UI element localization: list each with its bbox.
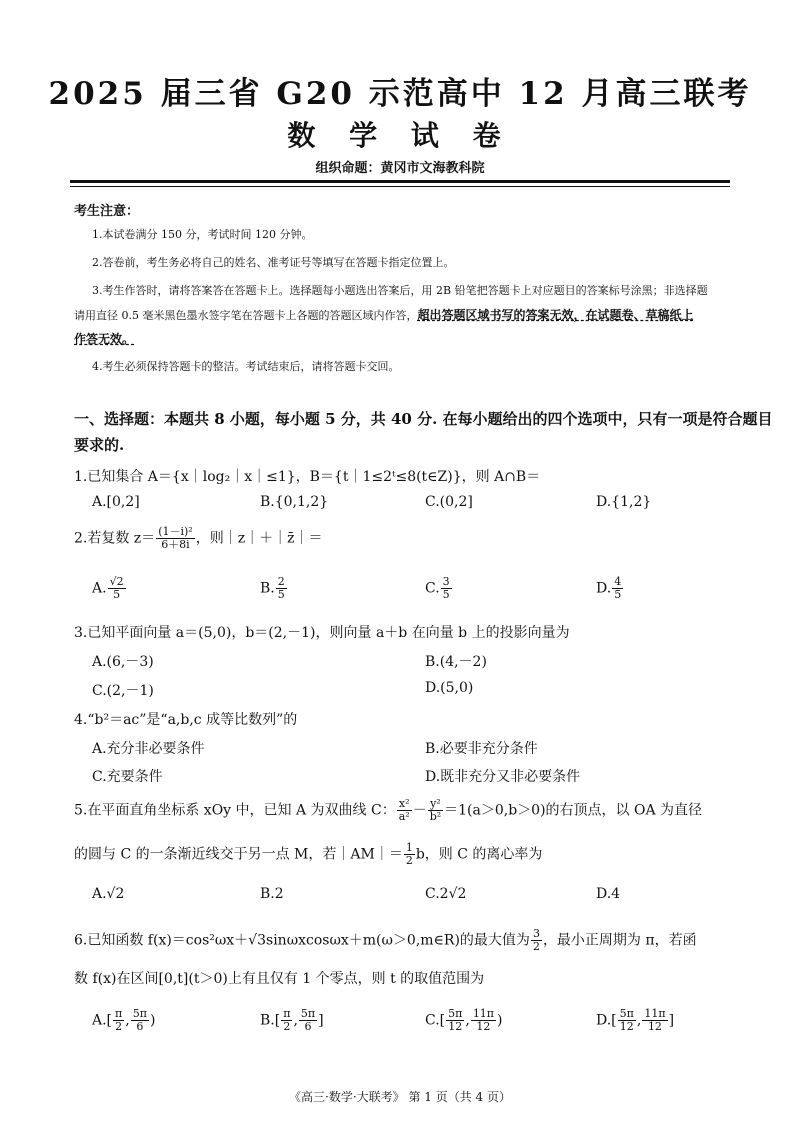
question-6-stem-cont: 数 f(x)在区间[0,t](t＞0)上有且仅有 1 个零点，则 t 的取值范围为 xyxy=(74,971,485,987)
q5-frac-x xyxy=(397,798,412,823)
question-3-stem: 3.已知平面向量 a＝(5,0)，b＝(2,－1)，则向量 a＋b 在向量 b 上的投影向量为 xyxy=(74,625,570,641)
notice-item-3c-bold: 超出答题区域书写的答案无效，在试题卷、草稿纸上 xyxy=(417,308,694,322)
q6-b-d1: 2 xyxy=(283,1020,291,1034)
q2-tail: ，则｜z｜＋｜z̄｜＝ xyxy=(195,530,323,547)
question-6-option-d xyxy=(596,1008,674,1033)
notice-item-3b-text: 请用直径 0.5 毫米黑色墨水签字笔在答题卡上各题的答题区域内作答， xyxy=(74,309,418,322)
question-3-option-b: B.(4,－2) xyxy=(425,654,487,670)
question-5-option-b: B.2 xyxy=(260,886,284,902)
q5-frac-y xyxy=(428,798,443,823)
q5-line2-lead: 的圆与 C 的一条渐近线交于另一点 M，若｜AM｜＝ xyxy=(74,846,403,863)
exam-subject: 数 学 试 卷 xyxy=(287,119,513,152)
q5-minus: － xyxy=(412,802,427,819)
section-1-heading-cont: 要求的. xyxy=(74,436,125,454)
q6-c-end: ) xyxy=(497,1012,503,1029)
q6-b-frac1 xyxy=(281,1008,292,1033)
question-4-option-b: B.必要非充分条件 xyxy=(425,741,538,757)
question-5-stem-cont xyxy=(74,842,542,867)
q6-max-den: 2 xyxy=(532,940,540,954)
notice-heading: 考生注意： xyxy=(74,204,140,219)
q6-d-frac2 xyxy=(642,1008,667,1033)
q6-lead: 6.已知函数 f(x)＝cos²ωx＋√3sinωxcosωx＋m(ω＞0,m∈R)的最大值为 xyxy=(74,932,530,949)
question-6-option-a xyxy=(92,1008,155,1033)
notice-item-2: 2.答卷前，考生务必将自己的姓名、准考证号等填写在答题卡指定位置上。 xyxy=(92,256,455,269)
q6-c-frac2 xyxy=(471,1008,496,1033)
q6-d-n1: 5π xyxy=(619,1007,634,1020)
question-1-option-c: C.(0,2] xyxy=(425,494,473,510)
q6-a-frac2 xyxy=(131,1008,149,1033)
q6-a-n1: π xyxy=(115,1007,123,1020)
q6-c-d2: 12 xyxy=(476,1020,491,1034)
q5-tail: ＝1(a＞0,b＞0)的右顶点，以 OA 为直径 xyxy=(444,802,703,819)
q2-a-frac xyxy=(108,576,126,601)
question-1-option-d: D.{1,2} xyxy=(596,494,652,510)
q2-b-label: B. xyxy=(260,580,275,597)
q6-c-label: C.[ xyxy=(425,1012,446,1029)
question-6-option-c xyxy=(425,1008,503,1033)
q6-a-n2: 5π xyxy=(132,1007,147,1020)
exam-title: 2025 届三省 G20 示范高中 12 月高三联考 xyxy=(48,76,752,112)
q2-lead: 2.若复数 z＝ xyxy=(74,530,156,547)
q6-d-n2: 11π xyxy=(644,1007,666,1020)
question-3-option-d: D.(5,0) xyxy=(425,680,474,696)
q6-c-n1: 5π xyxy=(448,1007,463,1020)
q2-c-den: 5 xyxy=(442,588,450,602)
notice-item-3d-bold: 作答无效。 xyxy=(74,332,135,346)
question-4-option-a: A.充分非必要条件 xyxy=(92,741,205,757)
q5-lead: 5.在平面直角坐标系 xOy 中，已知 A 为双曲线 C： xyxy=(74,802,396,819)
q6-b-n2: 5π xyxy=(300,1007,316,1020)
q6-b-frac2 xyxy=(299,1008,317,1033)
q6-d-end: ] xyxy=(668,1012,675,1029)
question-4-stem: 4.“b²＝ac”是“a,b,c 成等比数列”的 xyxy=(74,712,298,728)
q2-c-frac xyxy=(441,576,452,601)
q6-d-frac1 xyxy=(618,1008,636,1033)
q6-d-d2: 12 xyxy=(647,1020,662,1034)
q5-half-num: 1 xyxy=(405,841,413,854)
q2-a-label: A. xyxy=(92,580,107,597)
q2-d-label: D. xyxy=(596,580,612,597)
q6-max-num: 3 xyxy=(532,927,540,940)
page-footer: 《高三·数学·大联考》 第 1 页（共 4 页） xyxy=(289,1090,511,1104)
exam-organizer: 组织命题：黄冈市文海教科院 xyxy=(315,161,485,176)
question-6-stem xyxy=(74,928,697,953)
question-2-option-c xyxy=(425,576,453,601)
question-5-stem xyxy=(74,798,702,823)
notice-item-3a: 3.考生作答时，请将答案答在答题卡上。选择题每小题选出答案后，用 2B 铅笔把答题卡上对应题目的答案标号涂黑；非选择题 xyxy=(92,284,708,297)
q5-half-den: 2 xyxy=(405,854,413,868)
q6-b-end: ] xyxy=(318,1012,324,1029)
notice-item-3d xyxy=(74,330,134,347)
q2-b-frac xyxy=(276,576,287,601)
q2-numerator: (1－i)² xyxy=(158,525,193,538)
question-6-option-b xyxy=(260,1008,324,1033)
q6-b-label: B.[ xyxy=(260,1012,281,1029)
q6-max-frac xyxy=(531,928,542,953)
q2-b-num: 2 xyxy=(277,575,285,588)
question-2-option-d xyxy=(596,576,624,601)
header-rule-thin xyxy=(70,186,730,187)
q5-f1-den: a² xyxy=(398,810,410,824)
question-2-option-b xyxy=(260,576,288,601)
header-rule-thick xyxy=(70,180,730,183)
q6-c-d1: 12 xyxy=(448,1020,463,1034)
section-1-heading: 一、选择题：本题共 8 小题，每小题 5 分，共 40 分. 在每小题给出的四个选项中，只有一项是符合题目 xyxy=(74,410,773,428)
q2-fraction xyxy=(156,526,195,551)
q6-d-comma: , xyxy=(636,1012,642,1029)
notice-item-3b xyxy=(74,306,694,323)
question-5-option-c: C.2√2 xyxy=(425,886,467,902)
q5-f1-num: x² xyxy=(397,798,412,811)
question-2-option-a xyxy=(92,576,127,601)
q6-b-d2: 6 xyxy=(304,1020,312,1034)
q5-half-frac xyxy=(404,842,415,867)
question-3-option-a: A.(6,－3) xyxy=(92,654,154,670)
question-1-option-a: A.[0,2] xyxy=(92,494,140,510)
q2-c-label: C. xyxy=(425,580,440,597)
q6-a-frac1 xyxy=(113,1008,124,1033)
q2-a-num: √2 xyxy=(109,575,124,588)
q6-c-comma: , xyxy=(465,1012,470,1029)
q6-a-end: ) xyxy=(149,1012,156,1029)
q6-c-frac1 xyxy=(446,1008,464,1033)
q2-denominator: 6＋8i xyxy=(161,538,190,552)
question-1-option-b: B.{0,1,2} xyxy=(260,494,329,510)
notice-item-4: 4.考生必须保持答题卡的整洁。考试结束后，请将答题卡交回。 xyxy=(92,360,400,373)
notice-item-1: 1.本试卷满分 150 分，考试时间 120 分钟。 xyxy=(92,228,313,241)
question-5-option-d: D.4 xyxy=(596,886,621,902)
question-3-option-c: C.(2,－1) xyxy=(92,683,154,699)
question-5-option-a: A.√2 xyxy=(92,886,125,902)
question-2-stem xyxy=(74,526,322,551)
q2-b-den: 5 xyxy=(277,588,285,602)
q6-a-d1: 2 xyxy=(115,1020,123,1034)
q6-a-d2: 6 xyxy=(136,1020,144,1034)
question-4-option-d: D.既非充分又非必要条件 xyxy=(425,769,581,785)
q2-d-den: 5 xyxy=(614,588,622,602)
q6-tail: ，最小正周期为 π，若函 xyxy=(542,932,697,949)
q5-f2-num: y² xyxy=(428,798,443,811)
q2-d-frac xyxy=(612,576,623,601)
q5-f2-den: b² xyxy=(429,810,442,824)
q6-b-comma: , xyxy=(293,1012,298,1029)
q6-c-n2: 11π xyxy=(472,1007,495,1020)
q2-a-den: 5 xyxy=(113,588,121,602)
q5-line2-tail: b，则 C 的离心率为 xyxy=(415,846,543,863)
q6-d-d1: 12 xyxy=(619,1020,634,1034)
question-4-option-c: C.充要条件 xyxy=(92,769,163,785)
q2-c-num: 3 xyxy=(442,575,450,588)
q6-a-label: A.[ xyxy=(92,1012,113,1029)
q6-a-comma: , xyxy=(125,1012,130,1029)
question-1-stem: 1.已知集合 A＝{x｜log₂｜x｜≤1}，B＝{t｜1≤2ᵗ≤8(t∈Z)}，则 A∩B＝ xyxy=(74,469,541,485)
q6-b-n1: π xyxy=(283,1007,291,1020)
q6-d-label: D.[ xyxy=(596,1012,617,1029)
q2-d-num: 4 xyxy=(614,575,622,588)
